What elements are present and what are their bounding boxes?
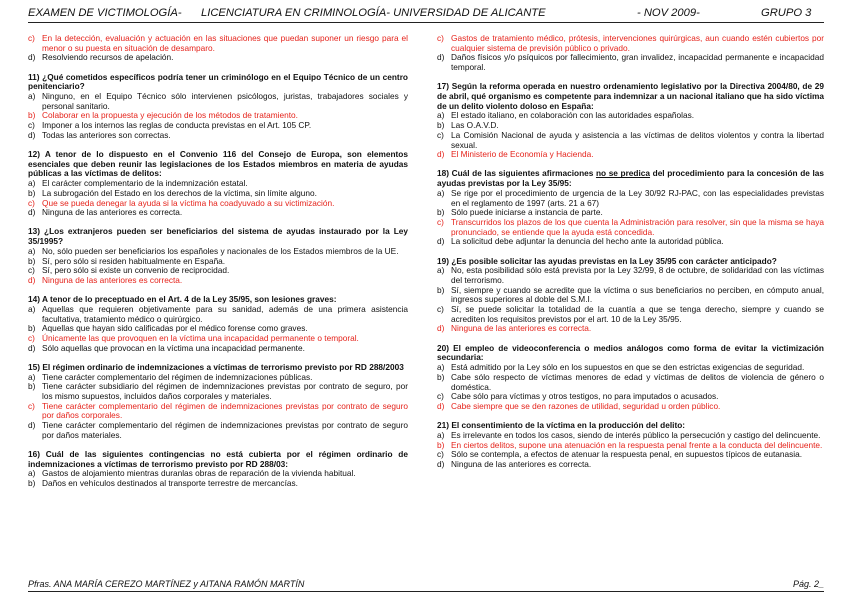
answer-option-correct [437,34,824,53]
question-block [437,169,824,247]
option-text: En ciertos delitos, supone una atenuación en la respuesta penal frente a la conducta del delincuente. [451,439,823,450]
option-text: Se rige por el procedimiento de urgencia de la Ley 30/92 RJ-PAC, con las especialidades previstas en el reglamento de 1997 (arts. 21 a 67) [451,187,824,208]
option-text: Colaborar en la propuesta y ejecución de los métodos de tratamiento. [42,110,298,121]
option-letter: b) [437,371,445,382]
question-block [28,295,408,353]
option-text: Aquellas que hayan sido calificadas por el médico forense como graves. [42,323,308,334]
question-block [437,421,824,470]
question-number: 14) [28,294,40,305]
question-text: ¿Es posible solicitar las ayudas previstas en la Ley 35/95 con carácter anticipado? [451,255,777,266]
question-text: A tenor de lo preceptuado en el Art. 4 de la Ley 35/95, son lesiones graves: [42,294,337,305]
option-letter: a) [28,468,36,479]
answer-option [28,421,408,440]
option-text: Únicamente las que provoquen en la víctima una incapacidad permanente o temporal. [42,332,359,343]
option-letter: b) [28,381,36,392]
option-letter: d) [437,149,445,160]
footer-authors: Pfras. ANA MARÍA CEREZO MARTÍNEZ y AITANA RAMÓN MARTÍN [28,579,305,589]
header-degree: LICENCIATURA EN CRIMINOLOGÍA- UNIVERSIDAD DE ALICANTE [201,7,546,19]
answer-option [28,305,408,324]
option-letter: d) [28,420,36,431]
option-letter: c) [437,33,444,43]
option-letter: a) [28,91,36,102]
option-letter: c) [437,216,444,227]
answer-option-correct [28,34,408,53]
question-block [28,150,408,218]
question-continuation [437,34,824,73]
option-letter: c) [28,265,35,276]
question-block [437,257,824,335]
option-text: En la detección, evaluación y actuación en las situaciones que puedan suponer un riesgo para el menor o su puesta en situación de desamparo. [42,33,408,53]
option-letter: d) [437,52,445,63]
question-block [437,82,824,160]
answer-option [437,131,824,150]
option-text: Ninguna de las anteriores es correcta. [451,458,592,469]
right-column [437,34,824,479]
answer-option [437,237,824,247]
option-text: Resolviendo recursos de apelación. [42,52,174,63]
option-text: Gastos de tratamiento médico, prótesis, intervenciones quirúrgicas, aun cuando estén cubiertos por cualquier sistema de previsión público o privado. [451,33,824,53]
option-letter: c) [28,400,35,411]
option-text: Tiene carácter subsidiario del régimen de indemnizaciones previstas por contrato de seguro, por los mismo supuestos, incluidos daños corporales y materiales. [42,381,408,401]
question-text: Según la reforma operada en nuestro ordenamiento legislativo por la Directiva 2004/80, de 29 de abril, qué organismo es competente para indemnizar a un nacional italiano que ha sido víctima de un delito violento doloso en España: [437,81,824,111]
option-text: El estado italiano, en colaboración con las autoridades españolas. [451,110,695,121]
question-text: ¿Qué cometidos específicos podría tener un criminólogo en el Equipo Técnico de un centro penitenciario? [28,71,408,92]
question-text: ¿Los extranjeros pueden ser beneficiarios del sistema de ayudas instaurado por la Ley 35/1995? [28,226,408,247]
option-text: Ninguna de las anteriores es correcta. [42,274,183,285]
option-text: Daños físicos y/o psíquicos por fallecimiento, gran invalidez, incapacidad permanente e incapacidad temporal. [451,52,824,73]
option-text: Que se pueda denegar la ayuda si la víctima ha coadyuvado a su victimización. [42,197,335,208]
option-letter: a) [28,303,36,314]
question-title [437,82,824,111]
question-text: Cuál de las siguientes afirmaciones [451,168,596,179]
option-letter: d) [28,342,36,353]
option-letter: b) [437,120,445,131]
option-letter: b) [28,478,36,489]
question-title [437,344,824,363]
answer-option [437,373,824,392]
answer-option [437,266,824,285]
option-text: Ninguna de las anteriores es correcta. [42,207,183,218]
option-letter: c) [28,120,35,131]
option-letter: c) [437,129,444,140]
option-letter: c) [437,449,444,460]
question-block [28,450,408,489]
option-letter: b) [437,207,445,218]
question-number: 21) [437,420,449,431]
answer-option [437,286,824,305]
option-letter: a) [437,265,445,276]
option-letter: d) [437,236,445,247]
option-text: Daños en vehículos destinados al transporte terrestre de mercancías. [42,478,298,489]
answer-option [437,460,824,470]
answer-option [28,344,408,354]
answer-option [28,208,408,218]
question-title [437,169,824,188]
question-continuation [28,34,408,63]
option-text: Está admitido por la Ley sólo en los supuestos en que se den estrictas exigencias de seguridad. [451,362,805,373]
question-number: 20) [437,342,449,353]
option-letter: a) [437,187,445,198]
option-text: Sólo aquellas que provocan en la víctima una incapacidad permanente. [42,342,305,353]
question-number: 12) [28,149,40,160]
option-text: Cabe sólo respecto de víctimas menores de edad y víctimas de delitos de violencia de género o doméstica. [451,371,824,392]
option-letter: a) [437,429,445,440]
option-letter: b) [28,255,36,266]
option-letter: a) [28,245,36,256]
option-text: Sólo puede iniciarse a instancia de parte. [451,207,603,218]
question-title [28,450,408,469]
answer-option [28,382,408,401]
option-letter: b) [28,323,36,334]
answer-option [28,53,408,63]
question-block [28,73,408,141]
option-text: La solicitud debe adjuntar la denuncia del hecho ante la autoridad pública. [451,236,724,247]
option-text: No, esta posibilidad sólo está prevista por la Ley 32/99, 8 de octubre, de solidaridad con las víctimas del terrorismo. [451,265,824,285]
answer-option [437,53,824,72]
option-text: No, sólo pueden ser beneficiarios los españoles y nacionales de los Estados miembros de la UE. [42,245,399,256]
question-number: 18) [437,168,449,179]
page-number: Pág. 2_ [792,579,824,589]
option-text: Es irrelevante en todos los casos, siendo de interés público la persecución y castigo del delincuente. [451,429,821,440]
answer-option-correct [28,276,408,286]
option-letter: a) [437,110,445,121]
question-number: 11) [28,71,40,82]
option-letter: d) [28,207,36,218]
option-letter: d) [437,400,445,411]
option-text: Ninguna de las anteriores es correcta. [451,323,592,334]
option-letter: c) [437,304,444,315]
option-letter: b) [28,110,36,121]
question-underlined-text: no se predica [595,168,651,179]
option-letter: b) [437,284,445,295]
question-text: Cuál de las siguientes contingencias no está cubierta por el régimen ordinario de indemnizaciones a víctimas de terrorismo previsto por RD 288/03: [28,449,408,469]
answer-option-correct [437,324,824,334]
option-text: Ninguno, en el Equipo Técnico sólo intervienen psicólogos, juristas, trabajadores sociales y personal sanitario. [42,91,408,111]
question-number: 13) [28,226,40,237]
option-text: El carácter complementario de la indemnización estatal. [42,178,248,189]
answer-option-correct [437,150,824,160]
page-number-value: 2 [813,579,819,589]
option-text: La Comisión Nacional de ayuda y asistencia a las víctimas de delitos violentos y contra la libertad sexual. [451,129,824,150]
option-text: Tiene carácter complementario del régimen de indemnizaciones previstas por contrato de seguro por daños materiales. [42,420,408,440]
option-letter: a) [28,371,36,382]
option-text: Tiene carácter complementario del régimen de indemnizaciones previstas por contrato de seguro por daños corporales. [42,400,408,421]
option-text: La subrogación del Estado en los derechos de la víctima, sin límite alguno. [42,187,317,198]
left-column [28,34,408,498]
question-text: El régimen ordinario de indemnizaciones a víctimas de terrorismo previsto por RD 288/2003 [42,361,404,372]
option-text: Las O.A.V.D. [451,120,499,131]
question-block [437,344,824,412]
question-title [28,227,408,246]
page-header [28,6,824,23]
question-number: 15) [28,361,40,372]
question-number: 16) [28,449,40,460]
option-letter: b) [437,439,445,450]
option-letter: c) [437,391,444,402]
page-footer [28,579,824,592]
option-text: Gastos de alojamiento mientras duranlas obras de reparación de la vivienda habitual. [42,468,356,479]
header-date: - NOV 2009- [637,7,700,19]
answer-option-correct [437,218,824,237]
answer-option [437,189,824,208]
question-text: A tenor de lo dispuesto en el Convenio 116 del Consejo de Europa, son elementos esenciales que deben reunir las legislaciones de los Estados miembros en materia de ayudas públicas a las víctimas de delitos: [28,149,408,179]
option-letter: b) [28,187,36,198]
option-text: Transcurridos los plazos de los que cuenta la Administración para resolver, sin que la misma se haya pronunciado, se entiende que la ayuda está concedida. [451,216,824,237]
option-letter: c) [28,33,35,43]
question-title [28,150,408,179]
option-letter: d) [437,458,445,469]
option-text: Tiene carácter complementario del régimen de indemnizaciones públicas. [42,371,313,382]
option-letter: d) [28,52,36,63]
option-letter: a) [437,362,445,373]
option-text: Sí, siempre y cuando se acredite que la víctima o sus beneficiarios no perciben, en cómputo anual, ingresos superiores al doble del S.M.I. [451,284,824,305]
question-block [28,363,408,441]
option-letter: c) [28,332,35,343]
option-text: Sólo se contempla, a efectos de atenuar la respuesta penal, en supuestos típicos de eutanasia. [451,449,803,460]
answer-option-correct [437,402,824,412]
page-label: Pág. [792,579,812,589]
option-text: Cabe sólo para víctimas y otros testigos, no para imputados o acusados. [451,391,719,402]
answer-option [437,305,824,324]
option-letter: d) [28,129,36,140]
option-text: Cabe siempre que se den razones de utilidad, seguridad u orden público. [451,400,721,411]
option-letter: c) [28,197,35,208]
option-text: Todas las anteriores son correctas. [42,129,171,140]
option-letter: a) [28,178,36,189]
answer-option [28,131,408,141]
answer-option [28,479,408,489]
answer-option [28,92,408,111]
header-exam-title: EXAMEN DE VICTIMOLOGÍA- [28,7,182,19]
option-text: Sí, pero sólo si existe un convenio de reciprocidad. [42,265,230,276]
question-number: 17) [437,81,449,92]
question-text: El empleo de videoconferencia o medios análogos como forma de evitar la victimización secundaria: [437,342,824,363]
option-letter: d) [28,274,36,285]
option-text: Imponer a los internos las reglas de conducta previstas en el Art. 105 CP. [42,120,312,131]
header-group: GRUPO 3 [761,7,812,19]
option-text: Sí, se puede solicitar la totalidad de la cuantía a que se tenga derecho, siempre y cuando se acrediten los requisitos previstos por el art. 10 de la Ley 35/95. [451,304,824,324]
question-number: 19) [437,255,449,266]
question-text: El consentimiento de la víctima en la producción del delito: [451,420,686,431]
question-block [28,227,408,285]
option-text: El Ministerio de Economía y Hacienda. [451,149,594,160]
answer-option-correct [28,402,408,421]
question-text-end: del procedimiento para la concesión de las ayudas previstas por la Ley 35/95: [437,168,824,189]
option-text: Aquellas que requieren objetivamente para su sanidad, además de una primera asistencia facultativa, tratamiento médico o quirúrgico. [42,303,408,324]
option-text: Sí, pero sólo si residen habitualmente en España. [42,255,226,266]
option-letter: d) [437,323,445,334]
question-title [28,73,408,92]
